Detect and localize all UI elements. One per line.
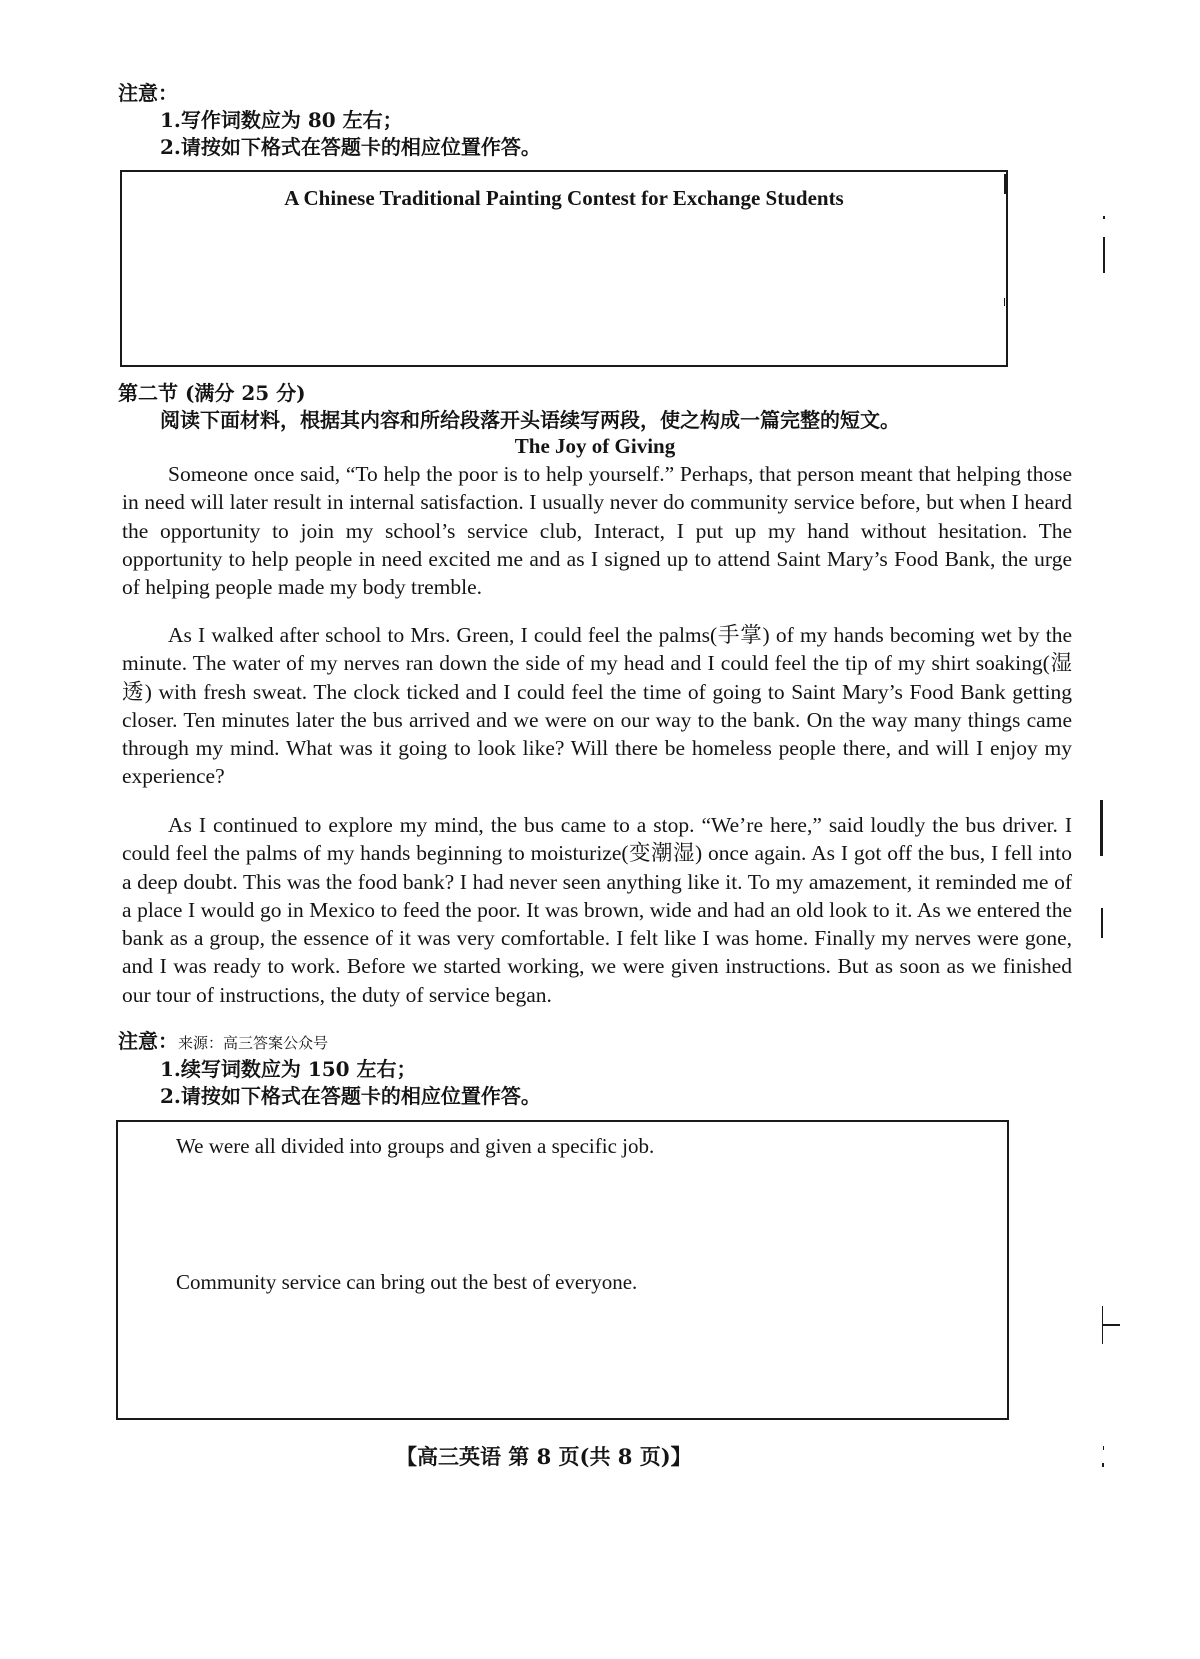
section2-notes-line xyxy=(118,1028,328,1056)
scan-mark xyxy=(1103,237,1105,273)
scan-mark xyxy=(1102,1463,1104,1467)
section2-word-count-note: 1.续写词数应为 150 左右； xyxy=(160,1057,417,1081)
word-count-note: 1.写作词数应为 80 左右； xyxy=(160,108,403,132)
source-note: 来源：高三答案公众号 xyxy=(178,1034,329,1052)
story-title: The Joy of Giving xyxy=(514,434,676,458)
story-paragraph-2: As I walked after school to Mrs. Green, I could feel the palms(手掌) of my hands becoming wet by the minute. The water of my nerves ran down the side of my head and I could feel the tip of my shirt soaking(湿透) with fresh sweat. The clock ticked and I could feel the time of going to Saint Mary’s Food Bank getting closer. Ten minutes later the bus arrived and we were on our way to the bank. On the way many things came through my mind. What was it going to look like? Will there be homeless people there, and will I enjoy my experience? xyxy=(122,623,1072,789)
section2-format-note: 2.请按如下格式在答题卡的相应位置作答。 xyxy=(160,1084,541,1108)
continuation-answer-box xyxy=(116,1120,1009,1420)
scan-mark xyxy=(1100,800,1103,856)
page-footer: 【高三英语 第 8 页(共 8 页)】 xyxy=(396,1444,692,1469)
story-paragraph-1: Someone once said, “To help the poor is to help yourself.” Perhaps, that person meant that helping those in need will later result in internal satisfaction. I usually never do community service before, but when I heard the opportunity to join my school’s service club, Interact, I put up my hand without hesitation. The opportunity to help people in need excited me and as I signed up to attend Saint Mary’s Food Bank, the urge of helping people made my body tremble. xyxy=(122,462,1072,600)
section2-heading: 第二节 (满分 25 分) xyxy=(118,381,306,405)
writing-answer-box xyxy=(120,170,1008,367)
scan-mark xyxy=(1103,1446,1104,1450)
scan-mark xyxy=(1102,1324,1120,1326)
writing-box-title: A Chinese Traditional Painting Contest for Exchange Students xyxy=(284,186,844,210)
story-paragraph-3: As I continued to explore my mind, the bus came to a stop. “We’re here,” said loudly the bus driver. I could feel the palms of my hands beginning to moisturize(变潮湿) once again. As I got off the bus, I fell into a deep doubt. This was the food bank? I had never seen anything like it. To my amazement, it reminded me of a place I would go in Mexico to feed the poor. It was brown, wide and had an old look to it. As we entered the bank as a group, the essence of it was very comfortable. I felt like I was home. Finally my nerves were gone, and I was ready to work. Before we started working, we were given instructions. But as soon as we finished our tour of instructions, the duty of service began. xyxy=(122,813,1072,1007)
scan-mark xyxy=(1103,216,1105,219)
section2-notes-label: 注意： xyxy=(118,1029,178,1053)
scan-mark xyxy=(1004,174,1006,194)
notes-label: 注意： xyxy=(118,81,178,105)
section2-instruction: 阅读下面材料，根据其内容和所给段落开头语续写两段，使之构成一篇完整的短文。 xyxy=(160,408,900,432)
paragraph-opener-2: Community service can bring out the best of everyone. xyxy=(176,1270,638,1294)
format-note: 2.请按如下格式在答题卡的相应位置作答。 xyxy=(160,135,541,159)
paragraph-opener-1: We were all divided into groups and given a specific job. xyxy=(176,1134,655,1158)
scan-mark xyxy=(1101,908,1103,938)
scan-mark xyxy=(1004,298,1005,306)
